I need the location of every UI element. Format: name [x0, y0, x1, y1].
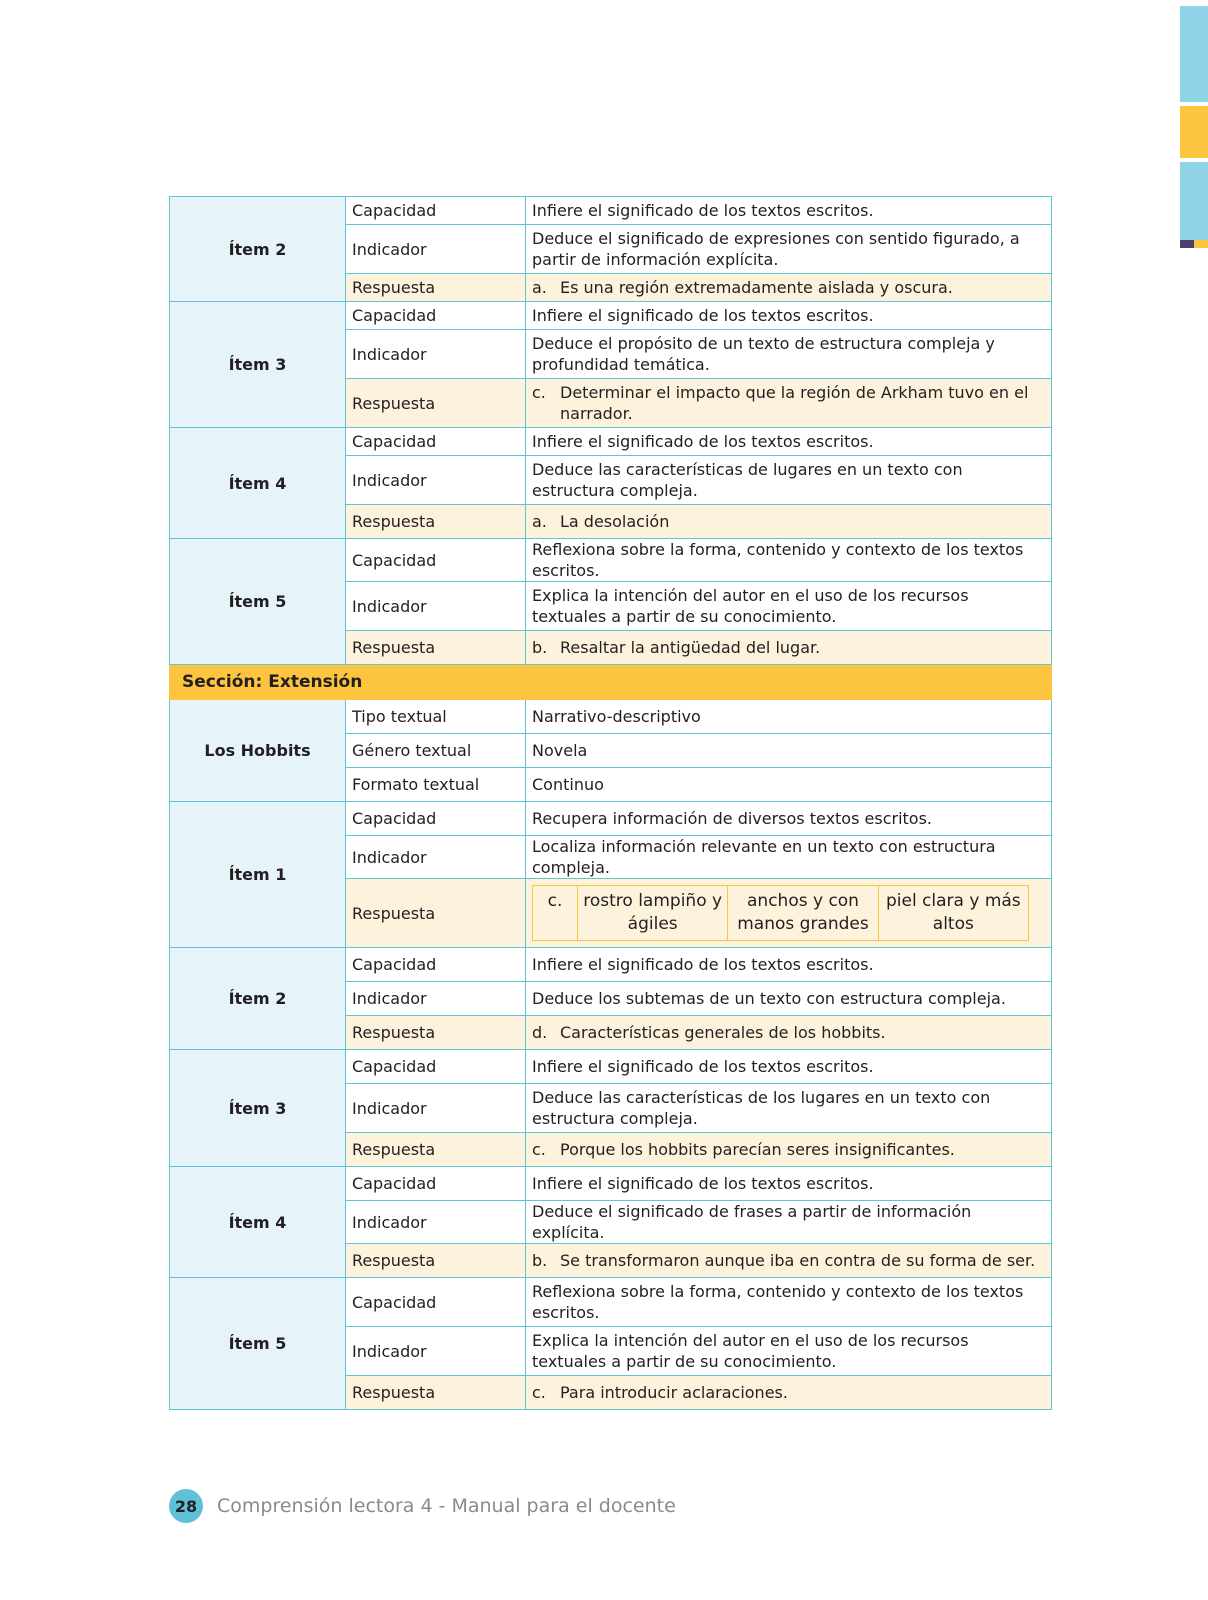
respuesta-value	[526, 1133, 1052, 1167]
respuesta-value	[526, 631, 1052, 665]
capacidad-label: Capacidad	[346, 428, 526, 456]
capacidad-value: Infiere el significado de los textos escritos.	[526, 428, 1052, 456]
capacidad-label: Capacidad	[346, 1050, 526, 1084]
answer-letter: c.	[532, 1383, 546, 1402]
respuesta-value	[526, 274, 1052, 302]
table-row	[170, 539, 1052, 582]
capacidad-value: Infiere el significado de los textos escritos.	[526, 1050, 1052, 1084]
indicador-label: Indicador	[346, 1084, 526, 1133]
table-row	[170, 948, 1052, 982]
answer-letter: a.	[532, 278, 547, 297]
table-row	[170, 700, 1052, 734]
respuesta-value	[526, 379, 1052, 428]
respuesta-label: Respuesta	[346, 505, 526, 539]
capacidad-value: Reflexiona sobre la forma, contenido y contexto de los textos escritos.	[526, 539, 1052, 582]
item-label: Ítem 2	[170, 948, 346, 1050]
respuesta-label: Respuesta	[346, 1244, 526, 1278]
page-footer	[169, 1489, 676, 1523]
indicador-label: Indicador	[346, 582, 526, 631]
indicador-value: Deduce el propósito de un texto de estructura compleja y profundidad temática.	[526, 330, 1052, 379]
answer-letter: a.	[532, 512, 547, 531]
side-tab-mark-purple	[1180, 240, 1194, 248]
side-tab-mark-yellow	[1194, 240, 1208, 248]
item-label: Ítem 4	[170, 1167, 346, 1278]
indicador-value: Deduce las características de lugares en un texto con estructura compleja.	[526, 456, 1052, 505]
answer-options	[532, 885, 1029, 941]
answer-option: rostro lampiño y ágiles	[577, 886, 727, 940]
table-row	[170, 428, 1052, 456]
footer-title: Comprensión lectora 4 - Manual para el docente	[217, 1495, 676, 1517]
section-title: Sección: Extensión	[170, 665, 1052, 700]
capacidad-label: Capacidad	[346, 1167, 526, 1201]
respuesta-value	[526, 505, 1052, 539]
item-label: Ítem 3	[170, 1050, 346, 1167]
respuesta-label: Respuesta	[346, 274, 526, 302]
answer-option: piel clara y más altos	[878, 886, 1028, 940]
side-tab-yellow	[1180, 106, 1208, 158]
indicador-value: Localiza información relevante en un texto con estructura compleja.	[526, 836, 1052, 879]
answer-letter: c.	[532, 1140, 546, 1159]
capacidad-value: Infiere el significado de los textos escritos.	[526, 1167, 1052, 1201]
indicador-label: Indicador	[346, 225, 526, 274]
indicador-value: Deduce el significado de frases a partir de información explícita.	[526, 1201, 1052, 1244]
formato-textual-value: Continuo	[526, 768, 1052, 802]
capacidad-value: Infiere el significado de los textos escritos.	[526, 302, 1052, 330]
answer-text: Resaltar la antigüedad del lugar.	[560, 638, 821, 657]
respuesta-label: Respuesta	[346, 379, 526, 428]
table-row	[170, 197, 1052, 225]
tipo-textual-label: Tipo textual	[346, 700, 526, 734]
answer-text: Para introducir aclaraciones.	[560, 1383, 788, 1402]
capacidad-value: Recupera información de diversos textos escritos.	[526, 802, 1052, 836]
side-tab-blue-top	[1180, 6, 1208, 102]
indicador-label: Indicador	[346, 456, 526, 505]
indicador-value: Explica la intención del autor en el uso de los recursos textuales a partir de su conocimiento.	[526, 1327, 1052, 1376]
answer-letter: c.	[532, 383, 546, 402]
answer-text: Se transformaron aunque iba en contra de su forma de ser.	[560, 1251, 1036, 1270]
section-header	[170, 665, 1052, 700]
indicador-label: Indicador	[346, 330, 526, 379]
text-title: Los Hobbits	[170, 700, 346, 802]
table-row	[170, 802, 1052, 836]
capacidad-value: Infiere el significado de los textos escritos.	[526, 948, 1052, 982]
item-label: Ítem 1	[170, 802, 346, 948]
formato-textual-label: Formato textual	[346, 768, 526, 802]
respuesta-label: Respuesta	[346, 1376, 526, 1410]
capacidad-label: Capacidad	[346, 802, 526, 836]
indicador-value: Deduce las características de los lugares en un texto con estructura compleja.	[526, 1084, 1052, 1133]
indicador-label: Indicador	[346, 982, 526, 1016]
table-row	[170, 302, 1052, 330]
table-row	[170, 1278, 1052, 1327]
answer-text: Porque los hobbits parecían seres insignificantes.	[560, 1140, 955, 1159]
respuesta-value	[526, 1376, 1052, 1410]
genero-textual-label: Género textual	[346, 734, 526, 768]
answer-text: La desolación	[560, 512, 670, 531]
respuesta-label: Respuesta	[346, 631, 526, 665]
evaluation-table	[169, 196, 1052, 1410]
item-label: Ítem 5	[170, 1278, 346, 1410]
table-row	[170, 1050, 1052, 1084]
respuesta-value	[526, 1244, 1052, 1278]
capacidad-label: Capacidad	[346, 1278, 526, 1327]
item-label: Ítem 3	[170, 302, 346, 428]
capacidad-label: Capacidad	[346, 539, 526, 582]
answer-letter: b.	[532, 1251, 548, 1270]
answer-letter: d.	[532, 1023, 548, 1042]
capacidad-value: Infiere el significado de los textos escritos.	[526, 197, 1052, 225]
tipo-textual-value: Narrativo-descriptivo	[526, 700, 1052, 734]
indicador-value: Deduce los subtemas de un texto con estructura compleja.	[526, 982, 1052, 1016]
respuesta-label: Respuesta	[346, 1133, 526, 1167]
indicador-value: Deduce el significado de expresiones con sentido figurado, a partir de información explícita.	[526, 225, 1052, 274]
indicador-label: Indicador	[346, 1327, 526, 1376]
indicador-value: Explica la intención del autor en el uso de los recursos textuales a partir de su conocimiento.	[526, 582, 1052, 631]
item-label: Ítem 4	[170, 428, 346, 539]
indicador-label: Indicador	[346, 1201, 526, 1244]
answer-letter: c.	[547, 891, 563, 911]
page-number-badge: 28	[169, 1489, 203, 1523]
respuesta-label: Respuesta	[346, 879, 526, 948]
answer-text: Determinar el impacto que la región de Arkham tuvo en el narrador.	[560, 383, 1029, 423]
table-row	[170, 1167, 1052, 1201]
answer-text: Es una región extremadamente aislada y oscura.	[560, 278, 953, 297]
indicador-label: Indicador	[346, 836, 526, 879]
capacidad-label: Capacidad	[346, 948, 526, 982]
respuesta-label: Respuesta	[346, 1016, 526, 1050]
capacidad-label: Capacidad	[346, 302, 526, 330]
side-tab-blue-bottom	[1180, 162, 1208, 240]
item-label: Ítem 2	[170, 197, 346, 302]
genero-textual-value: Novela	[526, 734, 1052, 768]
item-label: Ítem 5	[170, 539, 346, 665]
answer-letter: b.	[532, 638, 548, 657]
capacidad-value: Reflexiona sobre la forma, contenido y contexto de los textos escritos.	[526, 1278, 1052, 1327]
respuesta-value	[526, 879, 1052, 948]
respuesta-value	[526, 1016, 1052, 1050]
capacidad-label: Capacidad	[346, 197, 526, 225]
answer-text: Características generales de los hobbits.	[560, 1023, 886, 1042]
answer-option: anchos y con manos grandes	[727, 886, 877, 940]
